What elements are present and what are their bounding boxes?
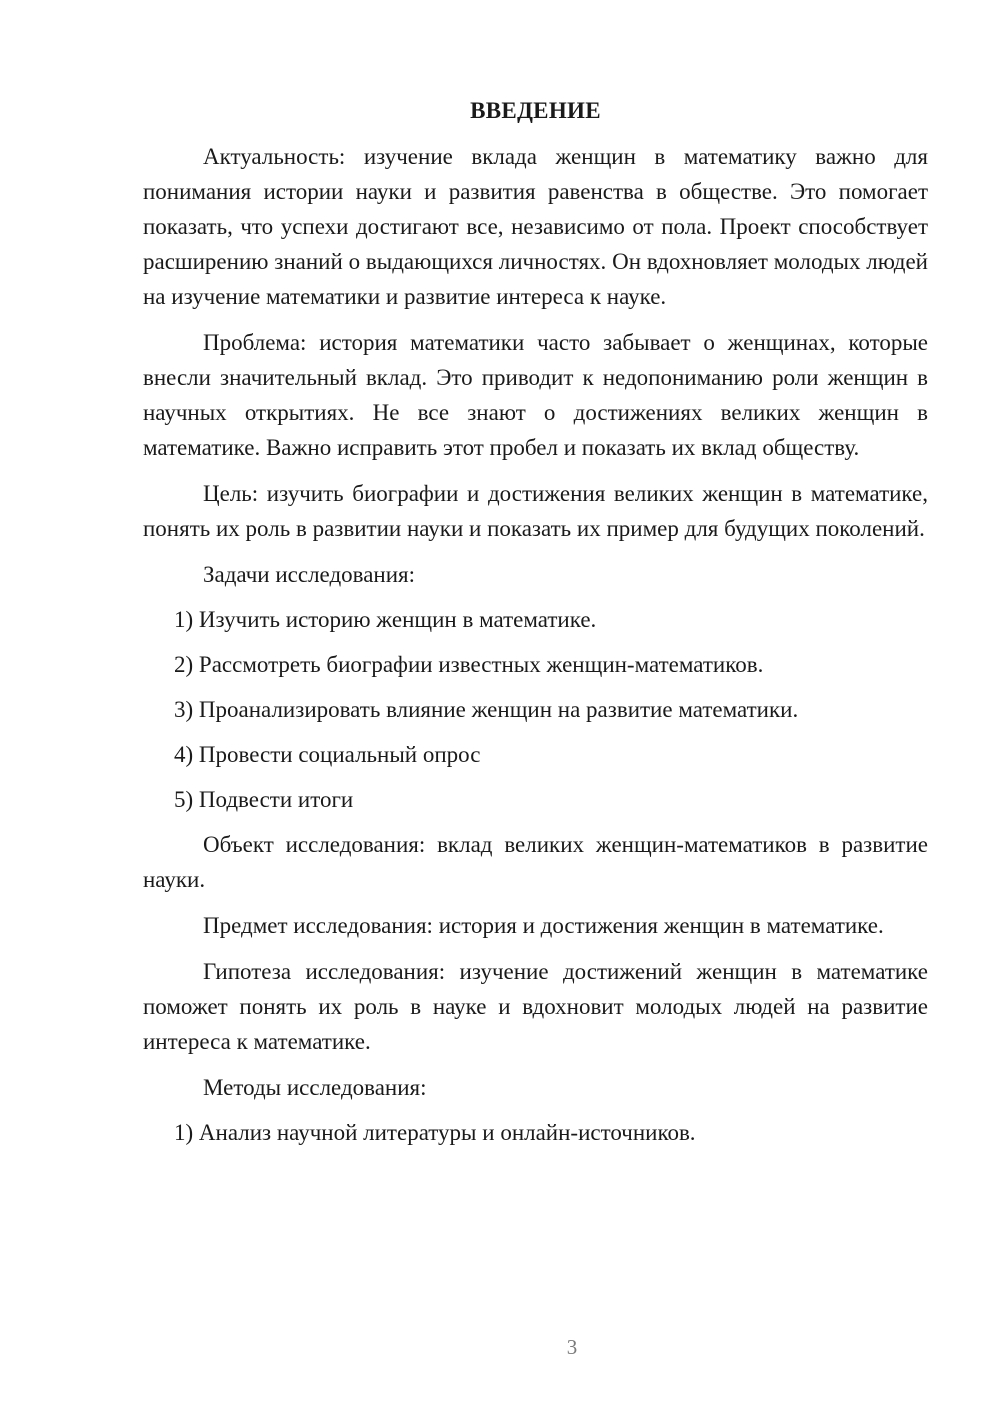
goal-paragraph: Цель: изучить биографии и достижения великих женщин в математике, понять их роль в развитии науки и показать их пример для будущих поколений. xyxy=(143,481,928,541)
task-item: 5) Подвести итоги xyxy=(174,787,354,812)
section-heading: ВВЕДЕНИЕ xyxy=(470,98,601,123)
object-paragraph: Объект исследования: вклад великих женщин-математиков в развитие науки. xyxy=(143,832,928,892)
page-content xyxy=(143,96,928,1160)
relevance-paragraph: Актуальность: изучение вклада женщин в математику важно для понимания истории науки и развития равенства в обществе. Это помогает показать, что успехи достигают все, независимо от пола. Проект способствует расширению знаний о выдающихся личностях. Он вдохновляет молодых людей на изучение математики и развитие интереса к науке. xyxy=(143,144,928,309)
page-number: 3 xyxy=(566,1335,578,1359)
task-item: 2) Рассмотреть биографии известных женщин-математиков. xyxy=(174,652,764,677)
methods-label: Методы исследования: xyxy=(203,1075,427,1100)
task-item: 1) Изучить историю женщин в математике. xyxy=(174,607,597,632)
hypothesis-paragraph: Гипотеза исследования: изучение достижений женщин в математике поможет понять их роль в науке и вдохновит молодых людей на развитие интереса к математике. xyxy=(143,959,928,1054)
method-item: 1) Анализ научной литературы и онлайн-источников. xyxy=(174,1120,696,1145)
problem-paragraph: Проблема: история математики часто забывает о женщинах, которые внесли значительный вклад. Это приводит к недопониманию роли женщин в научных открытиях. Не все знают о достижениях великих женщин в математике. Важно исправить этот пробел и показать их вклад обществу. xyxy=(143,330,928,460)
tasks-label: Задачи исследования: xyxy=(203,562,416,587)
task-item: 3) Проанализировать влияние женщин на развитие математики. xyxy=(174,697,799,722)
subject-paragraph: Предмет исследования: история и достижения женщин в математике. xyxy=(203,913,884,938)
task-item: 4) Провести социальный опрос xyxy=(174,742,481,767)
